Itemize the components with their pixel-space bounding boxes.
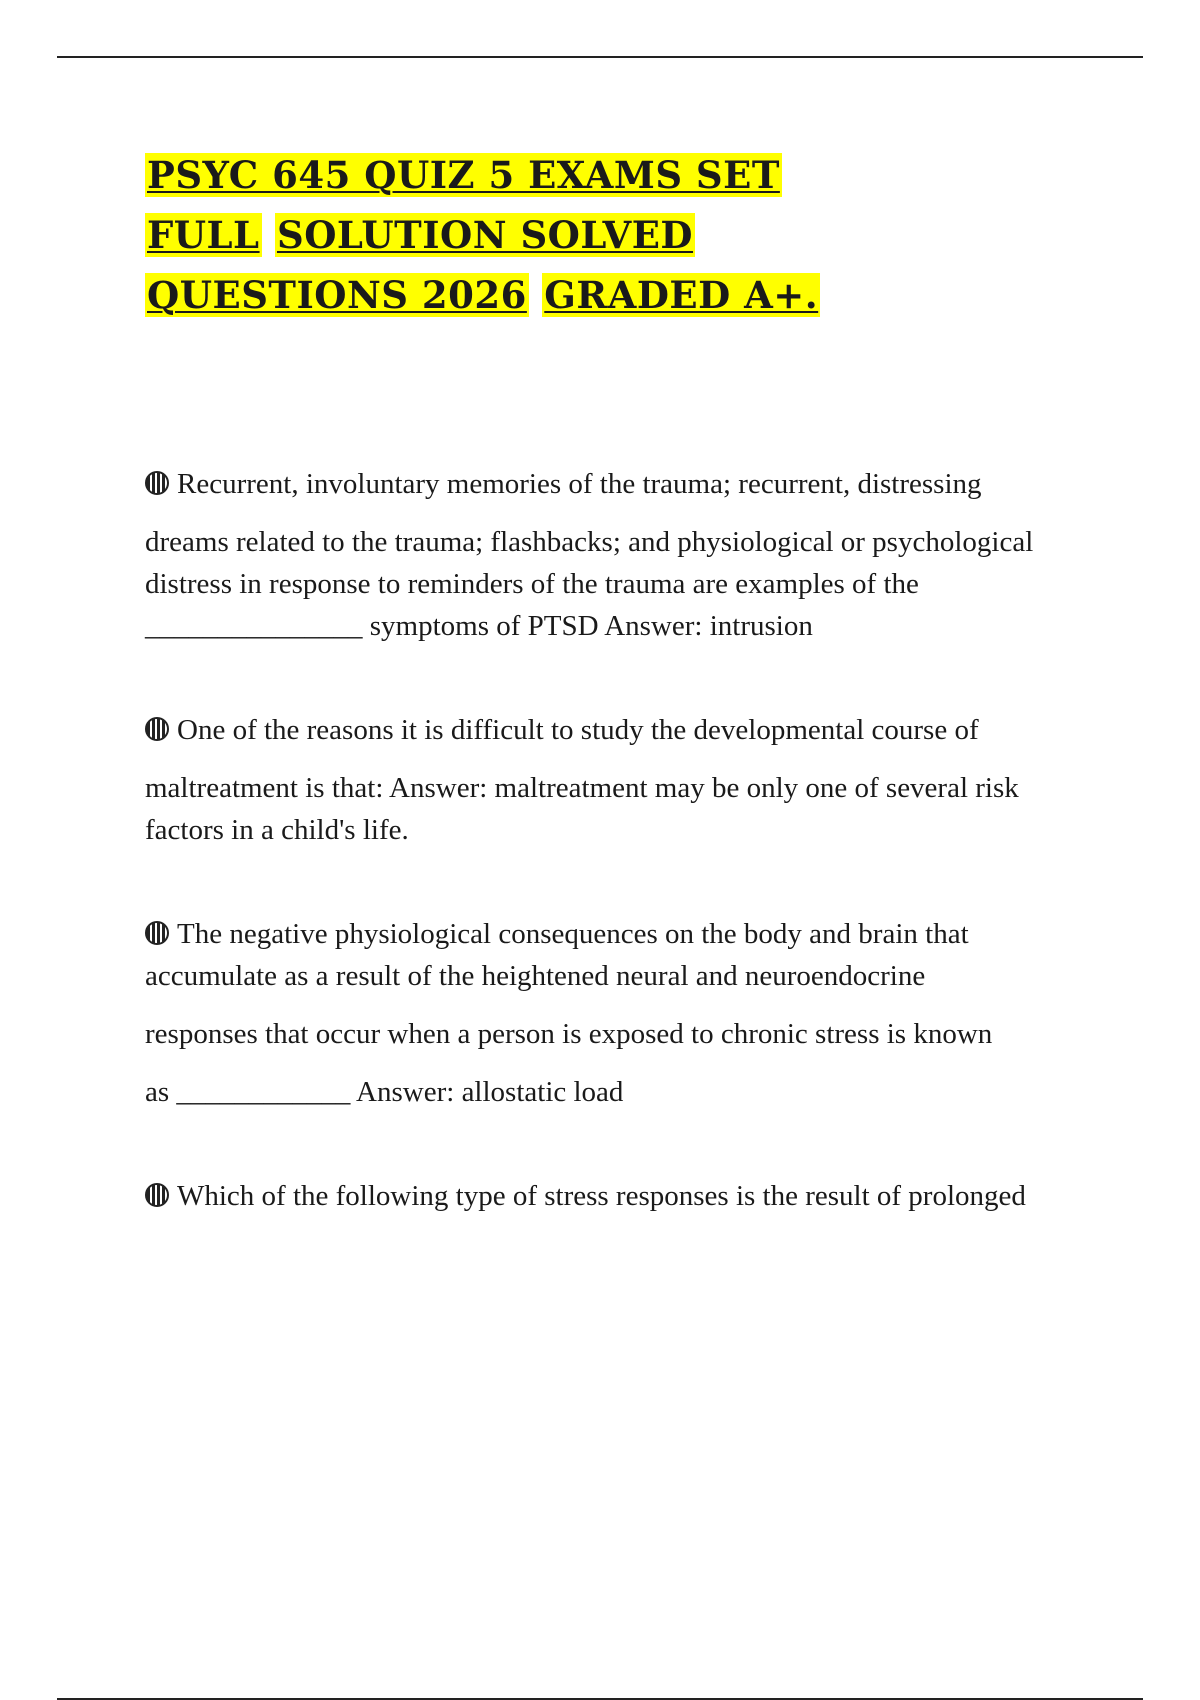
question-continuation: maltreatment is that: Answer: maltreatment may be only one of several risk factors in a child's life. bbox=[145, 772, 1019, 846]
circle-bullet-icon bbox=[145, 921, 169, 945]
document-body bbox=[145, 145, 1045, 1279]
title-line-3: GRADED A+. bbox=[544, 273, 819, 317]
question-item bbox=[145, 463, 1045, 647]
question-list bbox=[145, 463, 1045, 1217]
question-text: Recurrent, involuntary memories of the trauma; recurrent, distressing bbox=[145, 463, 1045, 505]
question-text: One of the reasons it is difficult to study the developmental course of bbox=[145, 709, 1045, 751]
title-line-1: PSYC 645 QUIZ 5 EXAMS SET FULL bbox=[147, 153, 780, 257]
question-answer: as ____________ Answer: allostatic load bbox=[145, 1076, 624, 1108]
circle-bullet-icon bbox=[145, 471, 169, 495]
title-line-2: SOLUTION SOLVED QUESTIONS 2026 bbox=[147, 213, 694, 317]
question-item bbox=[145, 709, 1045, 851]
question-continuation: dreams related to the trauma; flashbacks; and physiological or psychological distress in response to reminders of the trauma are examples of the _______________ symptoms of PTSD Answer: intrusion bbox=[145, 526, 1034, 642]
question-text: Which of the following type of stress responses is the result of prolonged bbox=[145, 1175, 1045, 1217]
question-item bbox=[145, 1175, 1045, 1217]
top-rule bbox=[57, 56, 1143, 58]
question-continuation: responses that occur when a person is exposed to chronic stress is known bbox=[145, 1018, 993, 1050]
circle-bullet-icon bbox=[145, 1183, 169, 1207]
question-item bbox=[145, 913, 1045, 1113]
question-text: The negative physiological consequences on the body and brain that accumulate as a result of the heightened neural and neuroendocrine bbox=[145, 918, 969, 992]
circle-bullet-icon bbox=[145, 717, 169, 741]
document-title bbox=[145, 145, 905, 325]
